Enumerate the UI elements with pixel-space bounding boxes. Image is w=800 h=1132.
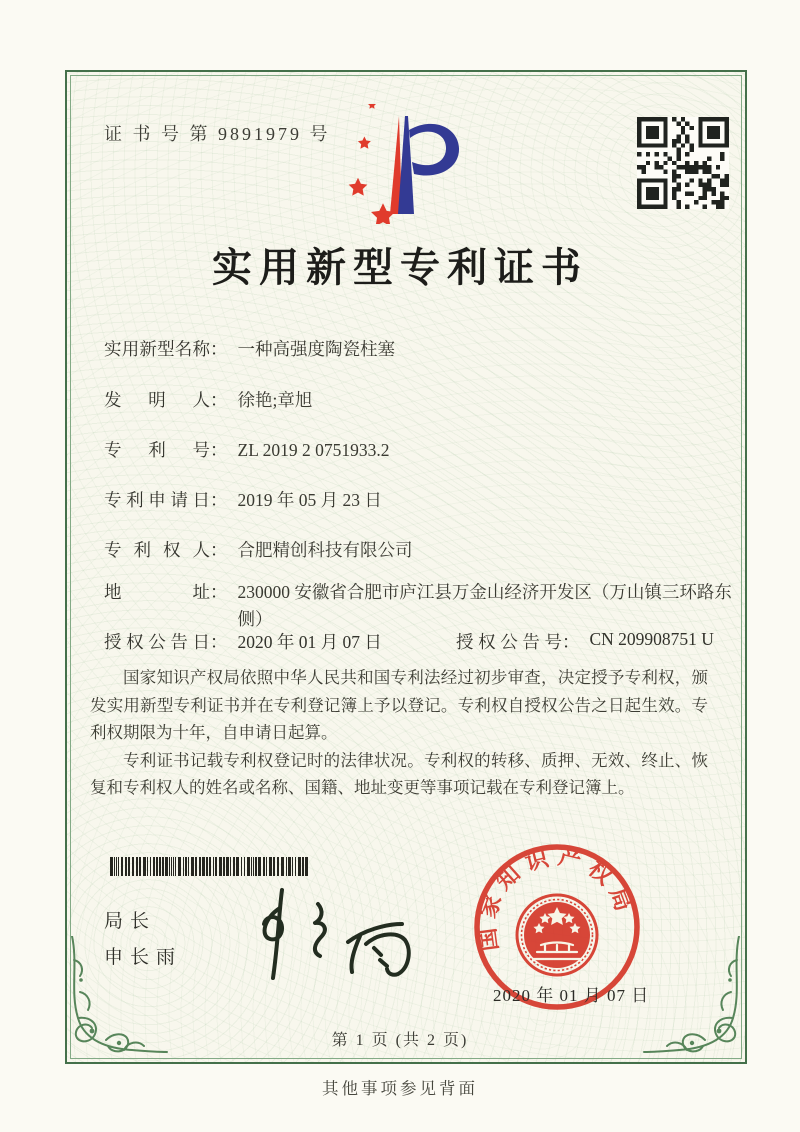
qr-code [637,117,729,209]
certificate-number: 证 书 号 第 9891979 号 [104,124,331,144]
field-label: 专利申请日 [104,490,210,510]
field-label: 地址 [104,582,210,602]
signer-name: 申长雨 [104,947,183,968]
field-value: 230000 安徽省合肥市庐江县万金山经济开发区（万山镇三环路东侧） [237,582,732,629]
field-colon: ： [210,339,228,359]
page-indicator: 第 1 页 (共 2 页) [331,1032,469,1049]
field-value: 一种高强度陶瓷柱塞 [237,339,395,359]
field-row-inventor [104,387,312,414]
field-row-address [104,579,734,633]
legal-text [90,664,708,802]
field-label: 专利权人 [104,540,210,560]
signer-title: 局长 [104,911,157,932]
field-value: 合肥精创科技有限公司 [237,540,413,560]
field-row-patentee [104,537,413,564]
field-colon: ： [210,490,228,510]
field-row-filing-date [104,487,382,514]
field-colon: ： [210,540,228,560]
field-label: 发明人 [104,390,210,410]
barcode [110,857,310,876]
floral-corner-ornament-right [643,936,745,1060]
field-label: 专利号 [104,440,210,460]
signature [252,878,447,990]
field-colon: ： [562,632,580,652]
field-row-grant [104,629,714,654]
field-value: ZL 2019 2 0751933.2 [237,440,390,460]
grant-no-value: CN 209908751 U [589,629,714,649]
grant-date-value: 2020 年 01 月 07 日 [237,632,382,652]
national-emblem-icon [517,895,597,975]
seal-date: 2020 年 01 月 07 日 [493,986,650,1005]
field-label: 授权公告号 [456,632,562,652]
cnipa-logo-icon [338,104,462,224]
legal-paragraph-2: 专利证书记载专利权登记时的法律状况。专利权的转移、质押、无效、终止、恢复和专利权人的姓名或名称、国籍、地址变更等事项记载在专利登记簿上。 [90,750,708,797]
seal-text: 国家知识产权局 [473,843,640,953]
field-value: 2019 年 05 月 23 日 [237,490,382,510]
back-side-note: 其他事项参见背面 [322,1079,478,1098]
field-row-name [104,336,395,363]
field-colon: ： [210,632,228,652]
field-label: 授权公告日 [104,632,210,652]
grant-no-pair [456,629,714,654]
legal-paragraph-1: 国家知识产权局依照中华人民共和国专利法经过初步审查，决定授予专利权，颁发实用新型专利证书并在专利登记簿上予以登记。专利权自授权公告之日起生效。专利权期限为十年，自申请日起算。 [90,668,708,742]
floral-corner-ornament-left [66,936,168,1060]
field-value: 徐艳;章旭 [237,390,313,410]
field-row-patent-no [104,437,389,464]
field-colon: ： [210,440,228,460]
field-colon: ： [210,582,228,602]
grant-date-pair [104,629,382,654]
field-label: 实用新型名称 [104,339,210,359]
certificate-title: 实用新型专利证书 [212,245,588,290]
field-colon: ： [210,390,228,410]
